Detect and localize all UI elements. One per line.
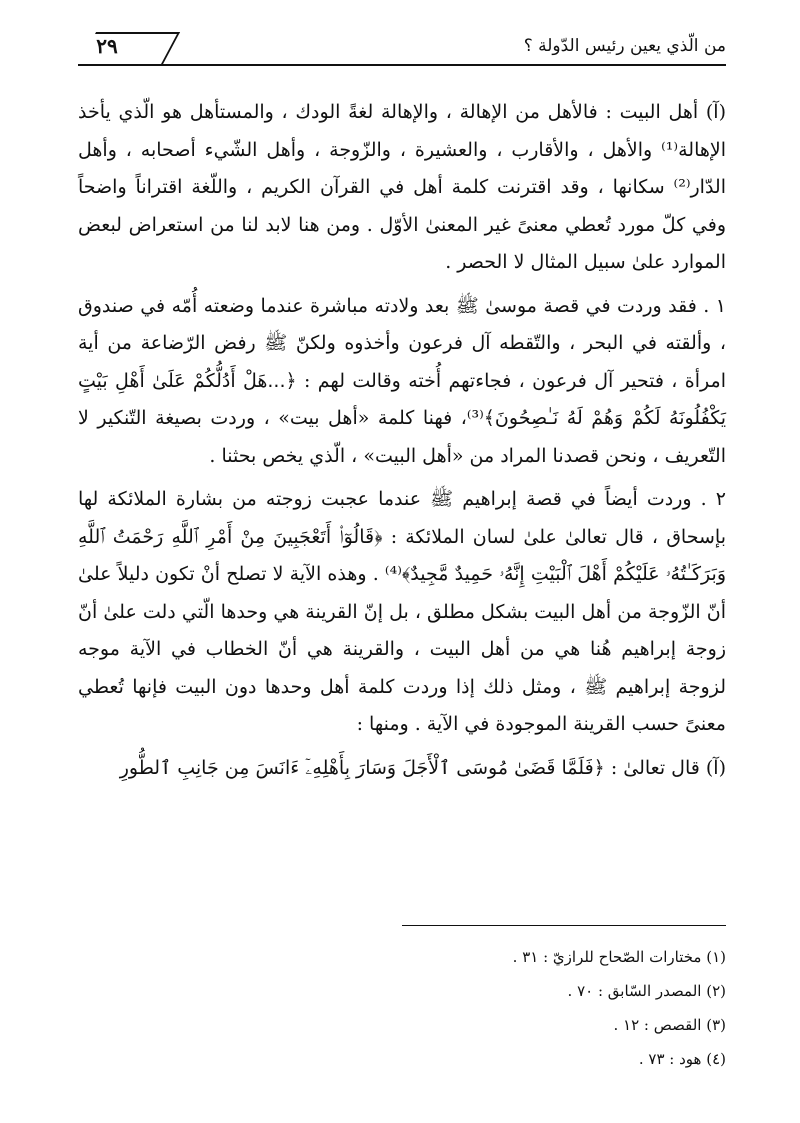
paragraph-text: ⁽³⁾، فهنا كلمة «أهل بيت» ، وردت بصيغة التّنكير لا التّعريف ، ونحن قصدنا المراد من «أهل البيت» ، الّذي يخص بحثنا . — [78, 407, 726, 467]
footnote-3: (٣) القصص : ١٢ . — [613, 1016, 726, 1034]
quran-verse: ﴿...هَلْ أَدُلُّكُمْ عَلَىٰ أَهْلِ بَيْتٍ يَكْفُلُونَهُ لَكُمْ وَهُمْ لَهُ نَـٰصِحُونَ﴾ — [78, 369, 726, 429]
paragraph-ibrahim-story — [78, 481, 726, 744]
footnote-4: (٤) هود : ٧٣ . — [638, 1050, 726, 1068]
footnote-2: (٢) المصدر السّابق : ٧٠ . — [567, 982, 726, 1000]
footnotes — [326, 940, 726, 1076]
quran-verse: ﴿فَلَمَّا قَضَىٰ مُوسَى ٱلْأَجَلَ وَسَارَ بِأَهْلِهِۦٓ ءَانَسَ مِن جَانِبِ ٱلطُّورِ — [119, 756, 605, 779]
paragraph-text: (آ) أهل البيت : فالأهل من الإهالة ، والإهالة لغةً الودك ، والمستأهل هو الّذي يأخذ الإهالة⁽¹⁾ والأهل ، والأقارب ، والعشيرة ، والزّوجة ، وأهل الشّيء أصحابه ، وأهل الدّار⁽²⁾ سكانها ، وقد اقترنت كلمة أهل في القرآن الكريم ، واللّغة اقتراناً واضحاً وفي كلّ مورد تُعطي معنىً غير المعنىٰ الأوّل . ومن هنا لابد لنا من استعراض لبعض الموارد علىٰ سبيل المثال لا الحصر . — [78, 101, 726, 273]
header-rule — [78, 64, 726, 66]
paragraph-ahl-definition — [78, 94, 726, 282]
footnote-separator — [402, 925, 726, 926]
page-header — [78, 32, 726, 66]
page-number: ٢٩ — [96, 34, 118, 58]
running-title: من الّذي يعين رئيس الدّولة ؟ — [523, 36, 726, 56]
paragraph-text: ٢ . وردت أيضاً في قصة إبراهيم ﷺ عندما عجبت زوجته من بشارة الملائكة لها بإسحاق ، قال تعالىٰ علىٰ لسان الملائكة : — [78, 488, 726, 548]
paragraph-text: ⁽⁴⁾ . وهذه الآية لا تصلح أنْ تكون دليلاً علىٰ أنّ الزّوجة من أهل البيت بشكل مطلق ، بل إنّ القرينة هي وحدها الّتي دلت علىٰ أنّ زوجة إبراهيم هُنا هي من أهل البيت ، والقرينة هي أنّ الخطاب في الآية موجه لزوجة إبراهيم ﷺ ، ومثل ذلك إذا وردت كلمة أهل وحدها دون البيت فإنها تُعطي معنىً حسب القرينة الموجودة في الآية . ومنها : — [78, 563, 726, 735]
paragraph-text: (آ) قال تعالىٰ : — [610, 756, 726, 779]
paragraph-text: ١ . فقد وردت في قصة موسىٰ ﷺ بعد ولادته مباشرة عندما وضعته أُمّه في صندوق ، وألقته في البحر ، والتّقطه آل فرعون وأخذوه ولكنّ ﷺ رفض الرّضاعة من أية امرأة ، فتحير آل فرعون ، فجاءتهم أُخته وقالت لهم : — [78, 294, 726, 392]
quran-verse: ﴿قَالُوٓا۟ أَتَعْجَبِينَ مِنْ أَمْرِ ٱللَّهِ رَحْمَتُ ٱللَّهِ وَبَرَكَـٰتُهُۥ عَلَيْكُمْ أَهْلَ ٱلْبَيْتِ إِنَّهُۥ حَمِيدٌ مَّجِيدٌ﴾ — [78, 525, 727, 585]
paragraph-quran-example — [78, 750, 726, 788]
footnote-1: (١) مختارات الصّحاح للرازيّ : ٣١ . — [512, 948, 726, 966]
main-text — [78, 94, 726, 793]
paragraph-musa-story — [78, 288, 726, 476]
